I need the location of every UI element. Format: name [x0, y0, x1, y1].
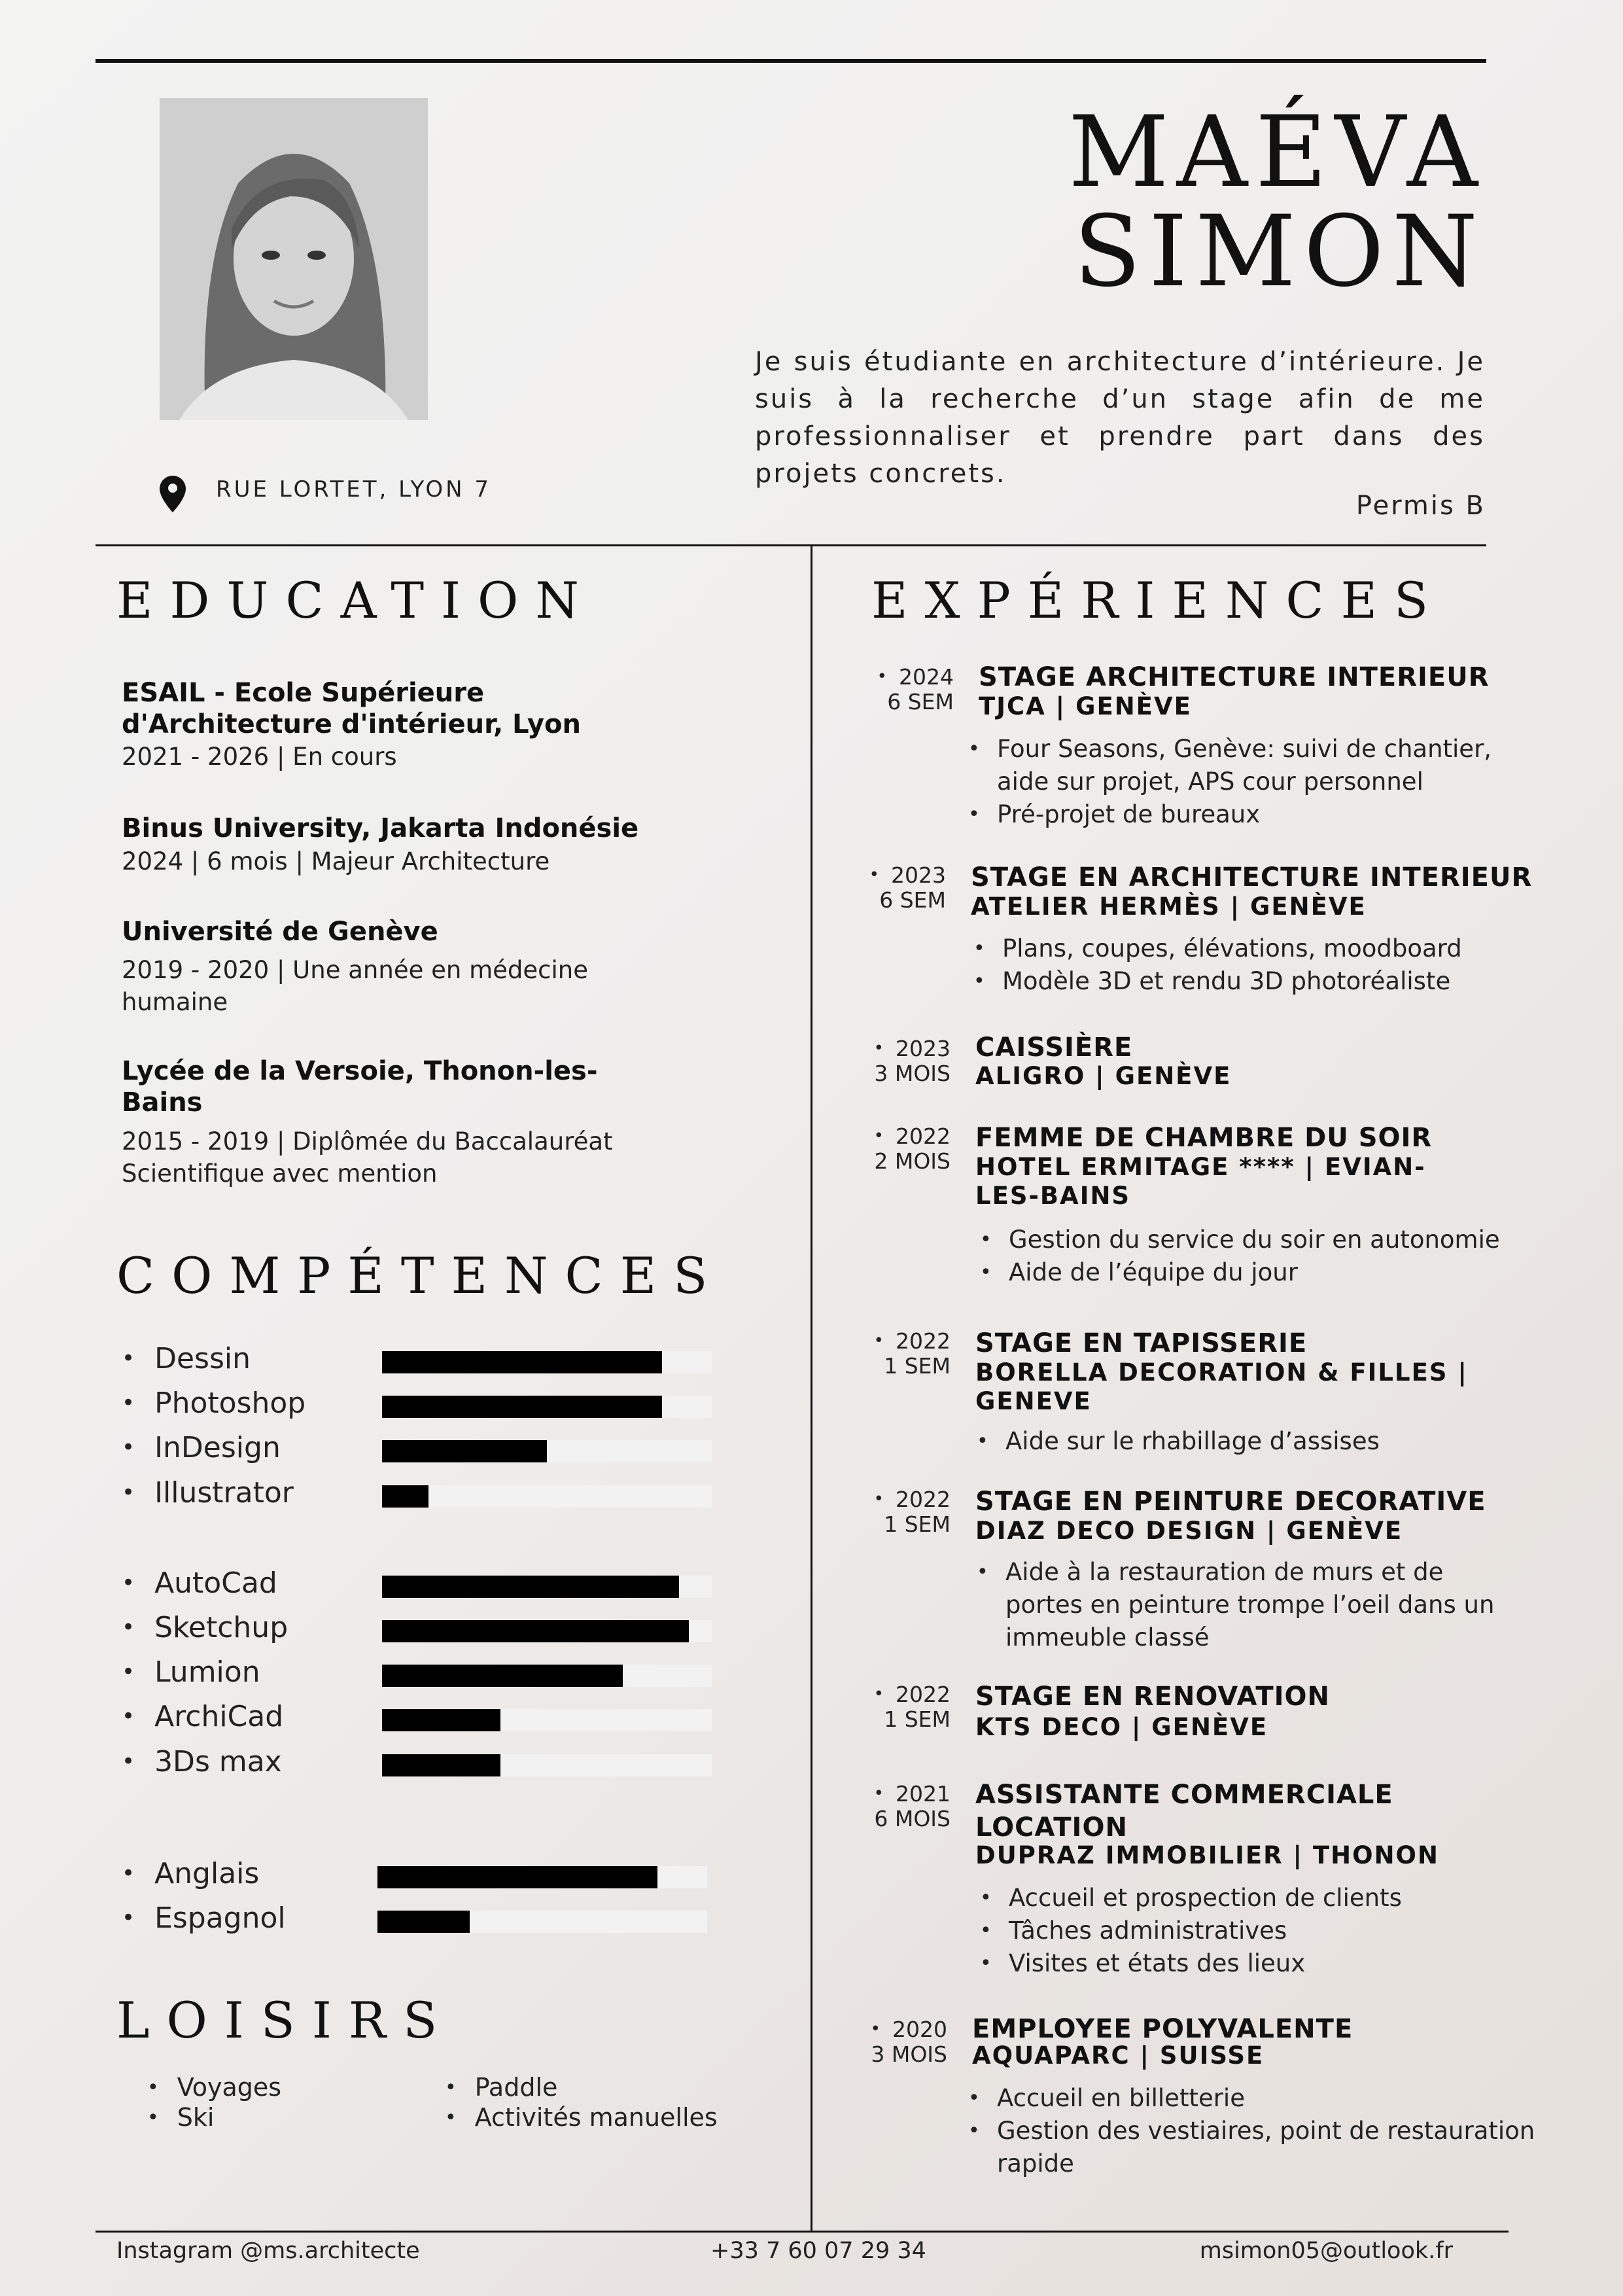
experience-bullet: • Accueil en billetterie [968, 2082, 1544, 2115]
skill-level-bar [382, 1440, 712, 1462]
experience-company: DIAZ DECO DESIGN | GENÈVE [975, 1517, 1403, 1545]
skill-label: • Dessin [122, 1342, 251, 1375]
experience-bullets [968, 2082, 1544, 2180]
experience-duration: 6 SEM [887, 689, 954, 715]
experience-bullets [980, 1882, 1516, 1980]
hobby-item: • Ski [147, 2103, 214, 2132]
skill-level-fill [382, 1351, 662, 1373]
experience-bullet: • Gestion du service du soir en autonomie [980, 1224, 1516, 1256]
skills-title: COMPÉTENCES [116, 1246, 725, 1305]
experience-bullet: • Pré-projet de bureaux [968, 798, 1505, 831]
experience-company: ALIGRO | GENÈVE [975, 1062, 1232, 1090]
skill-label: • Espagnol [122, 1901, 286, 1935]
experience-bullets [973, 932, 1497, 998]
skill-level-fill [382, 1485, 428, 1508]
experience-title: STAGE EN TAPISSERIE [975, 1328, 1308, 1358]
experience-year: • 2023 [859, 1036, 951, 1061]
experience-bullet: • Aide de l’équipe du jour [980, 1256, 1516, 1289]
experience-bullet: • Plans, coupes, élévations, moodboard [973, 932, 1497, 965]
skill-level-bar [382, 1351, 712, 1373]
hobbies-title: LOISIRS [116, 1991, 455, 2049]
experience-year: • 2022 [859, 1328, 951, 1354]
footer-divider [96, 2231, 1509, 2233]
skill-level-fill [382, 1665, 623, 1687]
skill-level-fill [382, 1709, 500, 1731]
address: RUE LORTET, LYON 7 [216, 476, 492, 503]
experience-title: STAGE EN RENOVATION [975, 1682, 1331, 1712]
experience-bullet: • Aide sur le rhabillage d’assises [977, 1425, 1513, 1458]
experience-bullets [980, 1224, 1516, 1289]
experience-company: BORELLA DECORATION & FILLES | GENEVE [975, 1358, 1468, 1415]
experience-company: HOTEL ERMITAGE **** | EVIAN-LES-BAINS [975, 1153, 1426, 1210]
top-rule [96, 59, 1486, 63]
experience-company: KTS DECO | GENÈVE [975, 1713, 1268, 1741]
first-name: MAÉVA [1068, 96, 1486, 209]
experience-company: AQUAPARC | SUISSE [972, 2041, 1265, 2070]
experience-company: TJCA | GENÈVE [979, 692, 1192, 720]
experience-year: • 2022 [859, 1682, 951, 1707]
skill-level-fill [382, 1754, 500, 1776]
column-divider [811, 545, 812, 2232]
skill-level-bar [382, 1620, 712, 1642]
experience-duration: 3 MOIS [871, 2041, 947, 2067]
hobby-item: • Activités manuelles [445, 2103, 718, 2132]
experience-title: CAISSIÈRE [975, 1033, 1133, 1063]
experience-year: • 2023 [854, 862, 946, 888]
profile-photo [160, 98, 428, 420]
experience-title: STAGE EN ARCHITECTURE INTERIEUR [971, 862, 1533, 892]
experience-bullets [968, 733, 1505, 831]
skill-label: • Illustrator [122, 1476, 294, 1510]
footer-email[interactable]: msimon05@outlook.fr [1199, 2238, 1453, 2264]
experience-bullets [977, 1425, 1513, 1458]
experience-date [859, 1036, 951, 1086]
experience-bullet: • Accueil et prospection de clients [980, 1882, 1516, 1915]
skill-level-bar [382, 1485, 712, 1508]
experience-year: • 2024 [862, 664, 954, 690]
experience-date [856, 2017, 947, 2067]
bio-text: Je suis étudiante en architecture d’intérieure. Je suis à la recherche d’un stage afin de me professionnaliser et prendre part dans des projets concrets. [755, 347, 1485, 489]
experience-bullets [977, 1556, 1513, 1654]
experience-bullet: • Aide à la restauration de murs et de portes en peinture trompe l’oeil dans un immeuble classé [977, 1556, 1513, 1654]
education-title: EDUCATION [116, 571, 596, 629]
location-pin-icon [160, 476, 186, 512]
skill-level-fill [382, 1576, 679, 1598]
education-detail: 2019 - 2020 | Une année en médecine humaine [122, 956, 588, 1016]
skill-level-bar [382, 1396, 712, 1418]
skill-label: • ArchiCad [122, 1700, 283, 1733]
experience-title: EMPLOYEE POLYVALENTE [972, 2014, 1353, 2044]
skill-level-bar [377, 1911, 707, 1933]
skill-level-fill [382, 1620, 689, 1642]
experience-date [859, 1328, 951, 1379]
experience-year: • 2021 [859, 1781, 951, 1807]
skill-level-fill [377, 1866, 657, 1888]
education-detail: 2021 - 2026 | En cours [122, 743, 397, 771]
driving-license: Permis B [1355, 491, 1486, 521]
experience-date [859, 1682, 951, 1732]
experience-duration: 2 MOIS [874, 1148, 951, 1174]
experience-duration: 1 SEM [884, 1353, 951, 1379]
skill-label: • Sketchup [122, 1611, 288, 1644]
skill-label: • Photoshop [122, 1386, 305, 1420]
experience-bullet: • Modèle 3D et rendu 3D photoréaliste [973, 965, 1497, 998]
skill-label: • Anglais [122, 1857, 259, 1890]
experience-year: • 2022 [859, 1487, 951, 1512]
header-divider [96, 544, 1486, 546]
experience-year: • 2020 [856, 2017, 947, 2042]
experience-company: DUPRAZ IMMOBILIER | THONON [975, 1841, 1439, 1869]
experience-date [859, 1123, 951, 1174]
experience-title: ASSISTANTE COMMERCIALE LOCATION [975, 1780, 1393, 1843]
experience-title: STAGE EN PEINTURE DECORATIVE [975, 1487, 1486, 1517]
skill-level-fill [382, 1440, 547, 1462]
experience-bullet: • Gestion des vestiaires, point de restauration rapide [968, 2115, 1544, 2180]
experience-bullet: • Four Seasons, Genève: suivi de chantier, aide sur projet, APS cour personnel [968, 733, 1505, 798]
skill-level-bar [382, 1665, 712, 1687]
experience-company: ATELIER HERMÈS | GENÈVE [971, 892, 1367, 921]
experience-duration: 1 SEM [884, 1706, 951, 1732]
experience-title: FEMME DE CHAMBRE DU SOIR [975, 1123, 1433, 1153]
skill-level-fill [382, 1396, 662, 1418]
education-detail: 2015 - 2019 | Diplômée du Baccalauréat Scientifique avec mention [122, 1127, 613, 1188]
skill-level-bar [382, 1709, 712, 1731]
footer-instagram[interactable]: Instagram @ms.architecte [116, 2238, 420, 2264]
footer-phone[interactable]: +33 7 60 07 29 34 [710, 2238, 926, 2264]
education-school: Université de Genève [122, 917, 438, 947]
experience-date [859, 1781, 951, 1831]
skill-label: • AutoCad [122, 1566, 277, 1600]
experience-duration: 6 MOIS [874, 1806, 951, 1831]
experience-bullet: • Visites et états des lieux [980, 1947, 1516, 1980]
education-school: Binus University, Jakarta Indonésie [122, 813, 639, 843]
skill-level-bar [382, 1754, 712, 1776]
experience-duration: 6 SEM [879, 887, 946, 913]
skill-label: • Lumion [122, 1655, 260, 1689]
experience-year: • 2022 [859, 1123, 951, 1149]
skill-label: • 3Ds max [122, 1745, 282, 1778]
skill-label: • InDesign [122, 1431, 281, 1464]
experience-date [854, 862, 946, 913]
experience-title: STAGE ARCHITECTURE INTERIEUR [979, 662, 1490, 692]
experience-date [862, 664, 954, 715]
education-school: ESAIL - Ecole Supérieure d'Architecture d'intérieur, Lyon [122, 678, 581, 739]
hobby-item: • Voyages [147, 2073, 281, 2102]
skill-level-bar [382, 1576, 712, 1598]
experience-date [859, 1487, 951, 1537]
education-school: Lycée de la Versoie, Thonon-les-Bains [122, 1056, 598, 1118]
experience-bullet: • Tâches administratives [980, 1915, 1516, 1947]
experience-duration: 1 SEM [884, 1511, 951, 1537]
hobby-item: • Paddle [445, 2073, 557, 2102]
education-detail: 2024 | 6 mois | Majeur Architecture [122, 847, 550, 875]
skill-level-bar [377, 1866, 707, 1888]
experiences-title: EXPÉRIENCES [871, 571, 1446, 629]
skill-level-fill [377, 1911, 470, 1933]
last-name: SIMON [1073, 195, 1486, 309]
experience-duration: 3 MOIS [874, 1061, 951, 1086]
